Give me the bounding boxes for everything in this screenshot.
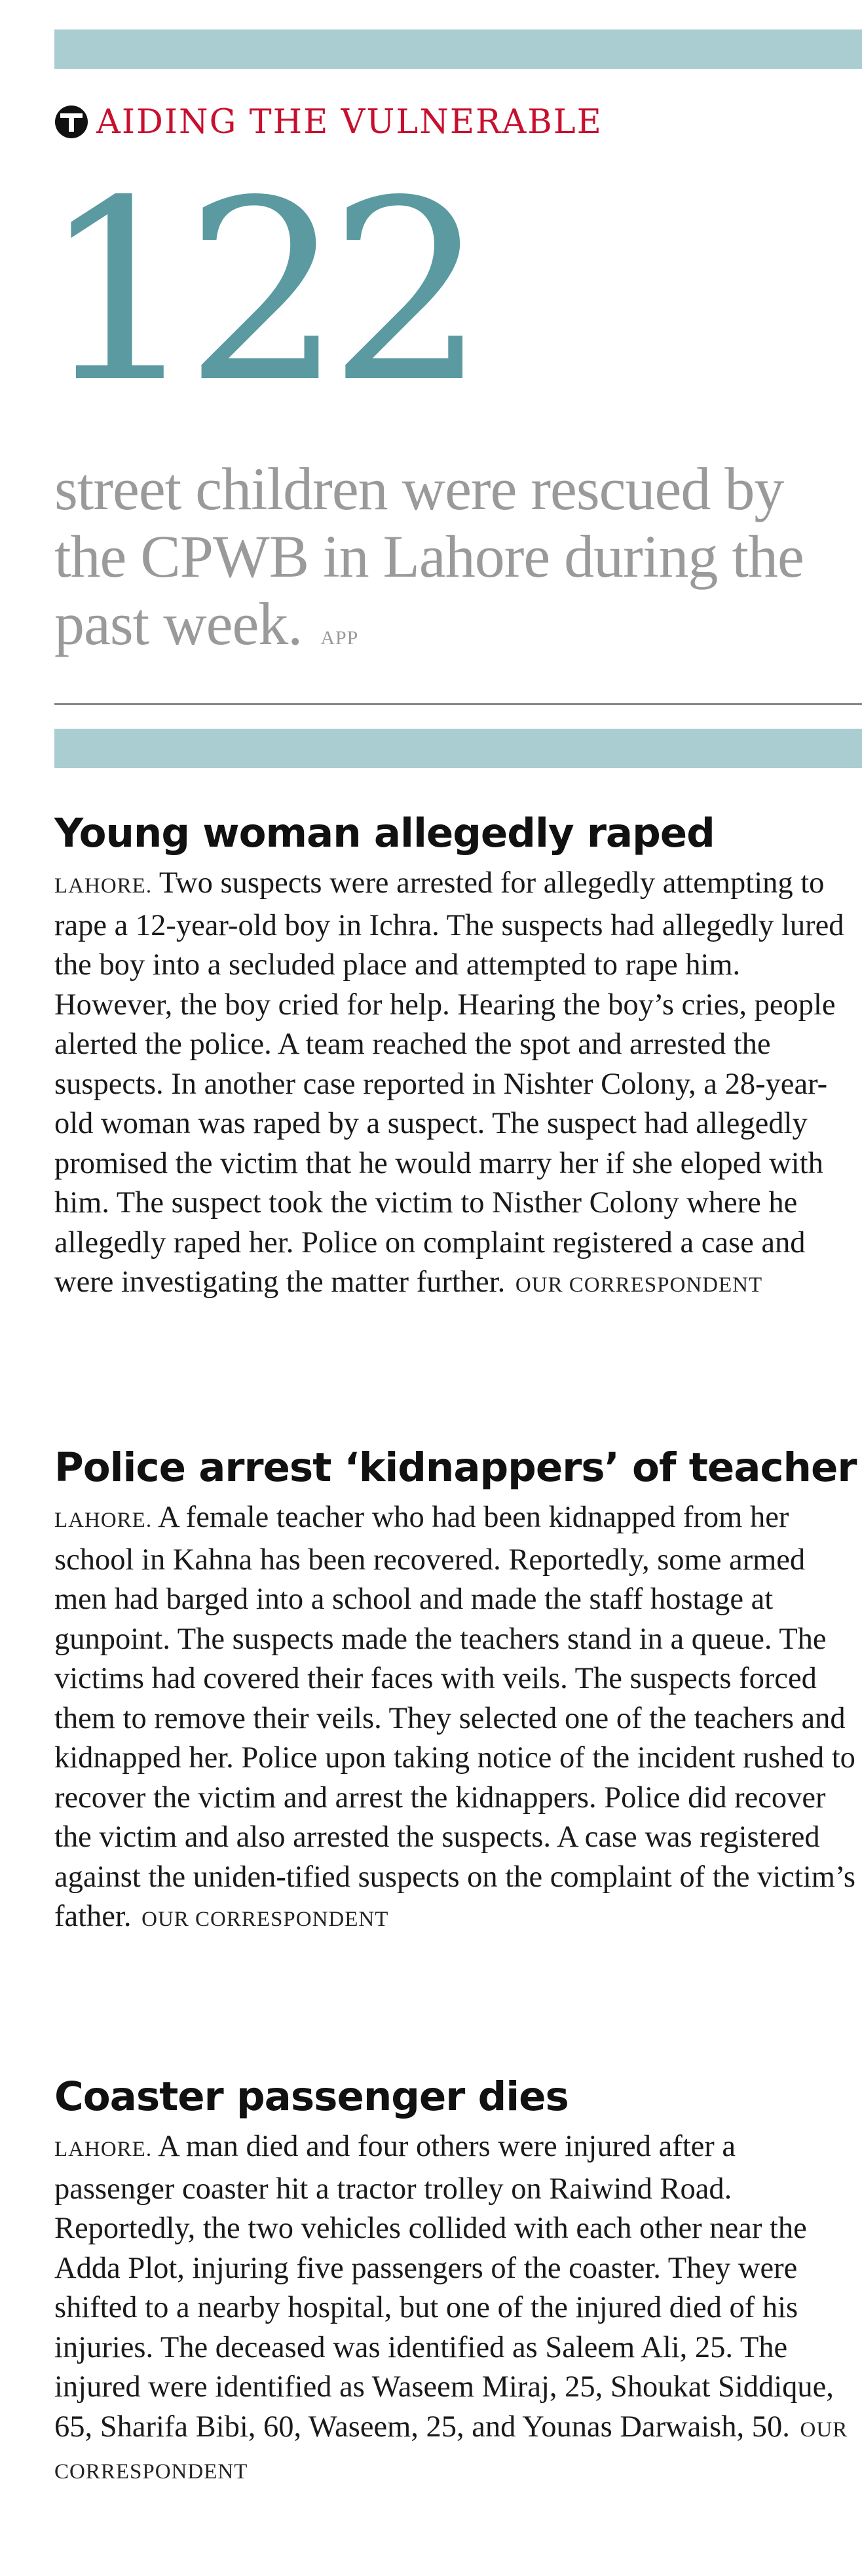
stat-caption <box>54 455 853 672</box>
story-body <box>54 864 857 1305</box>
story-headline: Coaster passenger dies <box>54 2073 569 2120</box>
story-headline: Young woman allegedly raped <box>54 810 715 856</box>
section-kicker-label: AIDING THE VULNERABLE <box>96 102 603 142</box>
story-byline: OUR CORRESPONDENT <box>515 1273 763 1297</box>
story-body <box>54 2127 857 2492</box>
story-headline: Police arrest ‘kidnappers’ of teacher <box>54 1444 857 1491</box>
story-dateline: LAHORE. <box>54 1509 153 1532</box>
story-byline: OUR CORRESPONDENT <box>54 2417 848 2484</box>
story-young-woman-raped <box>54 807 857 1305</box>
story-byline: OUR CORRESPONDENT <box>141 1908 389 1931</box>
story-text: A man died and four others were injured after a passenger coaster hit a tractor trolley on Raiwind Road. Reportedly, the two vehicles collided with each other near the Adda Plot, injuring five passengers of the coaster. They were shifted to a nearby hospital, but one of the injured died of his injuries. The deceased was identified as Saleem Ali, 25. The injured were identified as Waseem Miraj, 25, Shoukat Siddique, 65, Sharifa Bibi, 60, Waseem, 25, and Younas Darwaish, 50. <box>54 2130 834 2444</box>
newspaper-t-logo-icon <box>54 105 88 139</box>
stat-caption-text: street children were rescued by the CPWB in Lahore during the past week. <box>54 455 804 657</box>
story-body <box>54 1498 857 1940</box>
middle-color-bar <box>54 729 862 768</box>
story-text: Two suspects were arrested for allegedly attempting to rape a 12-year-old boy in Ichra. The suspects had allegedly lured the boy into a secluded place and attempted to rape him. However, the boy cried for help. Hearing the boy’s cries, people alerted the police. A team reached the spot and arrested the suspects. In another case reported in Nishter Colony, a 28-year-old woman was raped by a suspect. The suspect had allegedly promised the victim that he would marry her if she eloped with him. The suspect took the victim to Nisther Colony where he allegedly raped her. Police on complaint registered a case and were investigating the matter further. <box>54 866 844 1299</box>
story-dateline: LAHORE. <box>54 2138 153 2161</box>
story-coaster-passenger-dies <box>54 2071 857 2492</box>
stat-source: APP <box>320 627 359 649</box>
section-divider <box>54 703 862 705</box>
story-dateline: LAHORE. <box>54 874 153 898</box>
story-text: A female teacher who had been kidnapped from her school in Kahna has been recovered. Reportedly, some armed men had barged into a school and made the staff hostage at gunpoint. The suspects made the teachers stand in a queue. The victims had covered their faces with veils. The suspects forced them to remove their veils. They selected one of the teachers and kidnapped her. Police upon taking notice of the incident rushed to recover the victim and arrest the kidnappers. Police did recover the victim and also arrested the suspects. A case was registered against the uniden-tified suspects on the complaint of the victim’s father. <box>54 1501 855 1933</box>
story-teacher-kidnappers <box>54 1442 857 1940</box>
section-kicker <box>54 102 603 142</box>
stat-number: 122 <box>41 147 473 437</box>
top-color-bar <box>54 29 862 69</box>
